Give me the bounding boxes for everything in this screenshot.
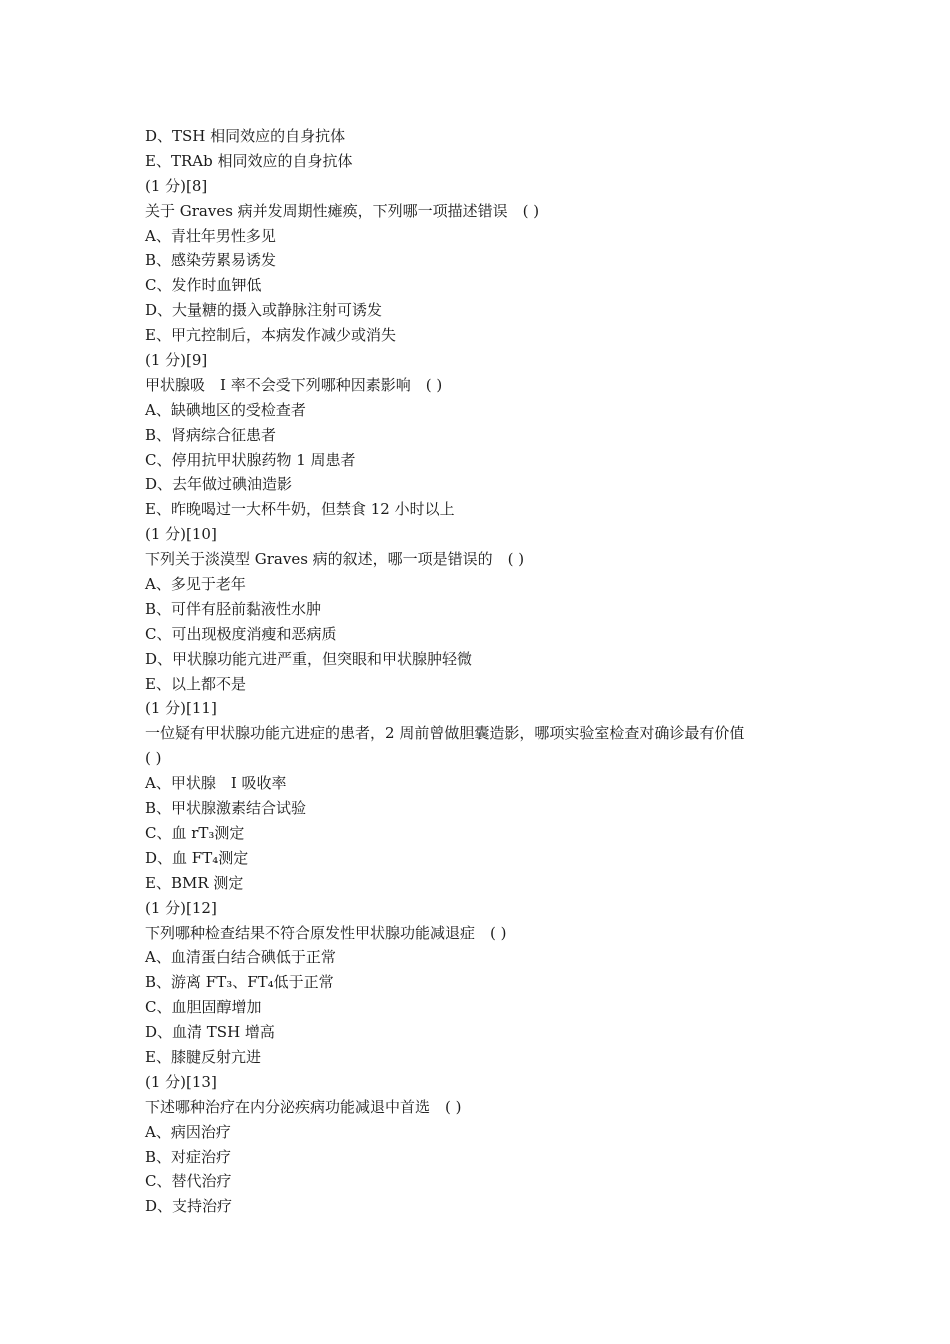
option-text: E、以上都不是 [145,674,246,693]
question-score: (1 分)[8] [145,176,208,195]
option-text: C、可出现极度消瘦和恶病质 [145,624,337,643]
option-text: A、多见于老年 [145,575,246,594]
option-text: E、甲亢控制后，本病发作减少或消失 [145,326,396,345]
option-text: D、TSH 相同效应的自身抗体 [145,127,346,145]
option-text: C、血 rT₃测定 [145,823,245,842]
option-text: D、血 FT₄测定 [145,848,249,867]
document-page [145,124,825,1219]
option-text: C、发作时血钾低 [145,276,262,295]
option-text: B、可伴有胫前黏液性水肿 [145,599,322,618]
question-text: 下述哪种治疗在内分泌疾病功能减退中首选 ( ) [145,1097,462,1116]
option-text: B、肾病综合征患者 [145,425,277,444]
option-text: D、支持治疗 [145,1197,233,1216]
option-text: A、青壮年男性多见 [145,226,276,245]
option-text: D、甲状腺功能亢进严重，但突眼和甲状腺肿轻微 [145,649,473,668]
option-text: B、游离 FT₃、FT₄低于正常 [145,973,334,992]
question-text: 下列哪种检查结果不符合原发性甲状腺功能减退症 ( ) [145,923,507,942]
option-text: D、去年做过碘油造影 [145,475,293,494]
option-text: E、昨晚喝过一大杯牛奶，但禁食 12 小时以上 [145,500,455,519]
question-score: (1 分)[9] [145,351,208,370]
question-text: 关于 Graves 病并发周期性瘫痪，下列哪一项描述错误 ( ) [145,201,540,220]
option-text: B、对症治疗 [145,1147,232,1166]
option-text: E、BMR 测定 [145,873,244,892]
option-text: C、替代治疗 [145,1172,232,1191]
option-text: C、停用抗甲状腺药物 1 周患者 [145,450,356,469]
question-text: 下列关于淡漠型 Graves 病的叙述，哪一项是错误的 ( ) [145,550,525,569]
option-text: A、血清蛋白结合碘低于正常 [145,948,336,967]
option-text: D、血清 TSH 增高 [145,1023,275,1042]
option-text: A、缺碘地区的受检查者 [145,400,306,419]
question-score: (1 分)[11] [145,699,217,718]
option-text: C、血胆固醇增加 [145,998,262,1017]
option-text: A、病因治疗 [145,1122,231,1141]
option-text: A、甲状腺 I 吸收率 [145,774,287,793]
option-text: D、大量糖的摄入或静脉注射可诱发 [145,301,383,320]
question-text: 甲状腺吸 I 率不会受下列哪种因素影响 ( ) [145,375,443,394]
option-text: B、感染劳累易诱发 [145,251,277,270]
option-text: B、甲状腺激素结合试验 [145,799,307,818]
question-score: (1 分)[12] [145,898,217,917]
option-text: E、TRAb 相同效应的自身抗体 [145,151,353,170]
question-score: (1 分)[13] [145,1072,217,1091]
question-text: 一位疑有甲状腺功能亢进症的患者，2 周前曾做胆囊造影，哪项实验室检查对确诊最有价值 [145,724,745,743]
option-text: E、膝腱反射亢进 [145,1047,261,1066]
question-text: ( ) [145,749,162,768]
question-score: (1 分)[10] [145,525,217,544]
